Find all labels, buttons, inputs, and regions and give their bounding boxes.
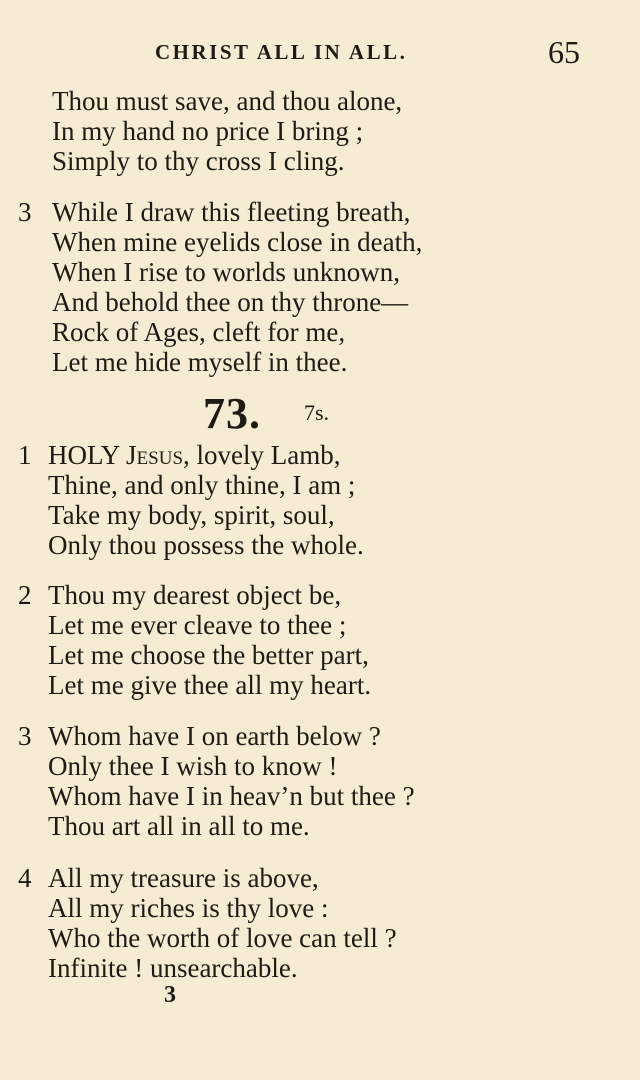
small-caps-word: Jesus,: [126, 440, 190, 470]
stanza-number: 4: [18, 863, 32, 893]
hymn-heading: [0, 388, 640, 438]
running-title: CHRIST ALL IN ALL.: [155, 40, 408, 64]
stanza-number: 2: [18, 580, 32, 610]
stanza-number: 3: [18, 721, 32, 751]
hymn-meter: 7s.: [304, 400, 330, 425]
stanza-number: 1: [18, 440, 32, 470]
signature-mark: 3: [164, 982, 176, 1008]
first-word: HOLY: [48, 440, 120, 470]
page-number: 65: [548, 34, 580, 70]
hymn-number: 73.: [203, 389, 261, 438]
running-head: [0, 34, 640, 74]
hymnal-page: CHRIST ALL IN ALL. 65 Thou must save, and thou alone, In my hand no price I bring ; Simply to thy cross I cling. 3 While I draw this fleeting breath, When mine eyelids close in death, When I rise to worlds unknown, And behold thee on thy throne— Rock of Ages, cleft for me, Let me hide myself in thee. 73. 7s. 1 HOLY Jesus, lovely Lamb, Thine, and only thine, I am ; Take my body, spirit, soul, Only thou possess the whole. 2 Thou my dearest object be, Let me ever cleave to thee ; Let me choose the better part, Let me give thee all my heart. 3 Whom have I on earth below ? Only thee I wish to know ! Whom have I in heav’n but thee ? Thou art all in all to me. 4 All my treasure is above, All my riches is thy love : Who the worth of love can tell ? Infinite ! unsearchable. 3: [0, 0, 640, 1080]
stanza-number: 3: [18, 197, 32, 227]
